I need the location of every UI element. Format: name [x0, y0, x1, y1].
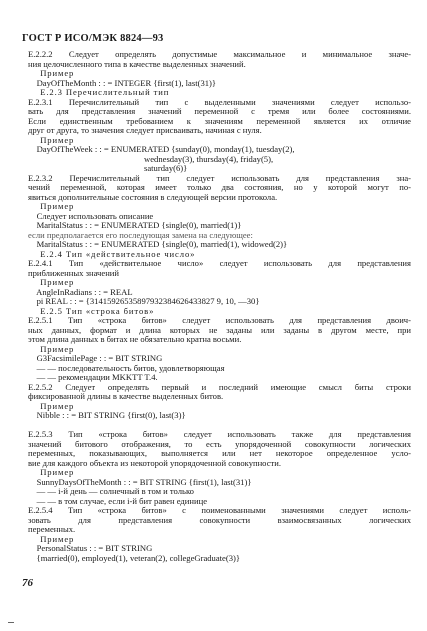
page-header: ГОСТ Р ИСО/МЭК 8824—93 [22, 33, 164, 44]
text-line: Nibble : : = BIT STRING {first(0), last(3)} [28, 411, 186, 420]
text-line: pi REAL : : = {31415926535897932384626433827 9, 10, —30} [28, 297, 260, 306]
text-line: приближенных значений [28, 268, 119, 278]
text-line: переменных. [28, 525, 76, 534]
text-line: — — в том случае, если i-й бит равен единице [28, 496, 208, 506]
text-line: ных данных, формат и длина которых не заданы или заданы в другом месте, при [28, 325, 411, 335]
text-line: Если единственным требованием к значениям переменной является их отличие [28, 116, 411, 126]
text-line: E.2.2.2 Следует определять допустимые максимальное и минимальное значе- [28, 50, 411, 59]
text-line: saturday(6)} [28, 164, 188, 173]
text-line: E.2.4.1 Тип «действительное число» следует использовать для представления [28, 259, 411, 268]
text-line: Пример [28, 468, 75, 477]
text-line: {married(0), employed(1), veteran(2), collegeGraduate(3)} [28, 553, 241, 563]
text-line: MaritalStatus : : = ENUMERATED {single(0), married(1), widowed(2)} [28, 240, 288, 249]
text-line: вие для каждого объекта из некоторой упорядоченной совокупности. [28, 458, 282, 468]
text-line: Пример [28, 278, 75, 287]
text-line: — — рекомендации MKKTT T.4. [28, 373, 158, 382]
text-line: Пример [28, 534, 75, 544]
text-line: этом длина данных в битах не обязательно кратна восьми. [28, 335, 242, 344]
text-line: E.2.3 Перечислительный тип [28, 88, 170, 97]
text-line: Пример [28, 135, 75, 145]
text-line: чений переменной, которая имеет только два состояния, но у которой могут по- [28, 183, 411, 192]
text-line: значений битового отображения, то есть упорядоченной совокупности логических [28, 439, 411, 449]
text-line: если предполагается его последующая замена на следующее: [28, 230, 253, 240]
text-line: E.2.5.4 Тип «строка битов» с поименованными значениями следует исполь- [28, 506, 411, 515]
text-line: вать для представления значений переменной с тремя или более состояниями. [28, 107, 411, 116]
text-line: G3FacsimilePage : : = BIT STRING [28, 354, 163, 363]
text-line: — — i-й день — солнечный в том и только [28, 487, 194, 496]
text-line: Пример [28, 401, 75, 411]
text-line: E.2.3.2 Перечислительный тип следует использовать для представления зна- [28, 173, 411, 183]
text-line: Пример [28, 69, 75, 78]
text-line: DayOfTheWeek : : = ENUMERATED {sunday(0), monday(1), tuesday(2), [28, 145, 295, 154]
text-line: E.2.3.1 Перечислительный тип с выделенными значениями следует использо- [28, 97, 411, 107]
text-line: MaritalStatus : : = ENUMERATED {single(0), married(1)} [28, 221, 242, 230]
text-line [28, 421, 411, 431]
text-line: фиксированной длины в качестве выделенных битов. [28, 392, 224, 401]
text-line: E.2.5.3 Тип «строка битов» следует использовать также для представления [28, 430, 411, 439]
text-line: wednesday(3), thursday(4), friday(5), [28, 154, 274, 164]
text-line: Следует использовать описание [28, 211, 154, 221]
text-line: E.2.4 Тип «действительное число» [28, 249, 196, 259]
text-line: E.2.5.1 Тип «строка битов» следует использовать для представления двоич- [28, 316, 411, 325]
text-line: явиться дополнительные состояния в следующей версии протокола. [28, 192, 278, 202]
text-line: — — последовательность битов, удовлетворяющая [28, 363, 225, 373]
page-body [28, 50, 411, 563]
text-line: Пример [28, 202, 75, 211]
text-line: SunnyDaysOfTheMonth : : = BIT STRING {first(1), last(31)} [28, 477, 252, 487]
page-number: 76 [22, 577, 33, 589]
text-line: AngleInRadians : : = REAL [28, 287, 133, 297]
text-line: E.2.5 Тип «строка битов» [28, 306, 155, 316]
text-line: Пример [28, 344, 75, 354]
text-line: ния целочисленного типа в качестве выделенных значений. [28, 59, 246, 69]
text-line: переменных, показывающих, выполняется или нет некоторое определенное усло- [28, 449, 411, 458]
text-line: E.2.5.2 Следует определять первый и последний имеющие смысл биты строки [28, 382, 411, 392]
text-line: DayOfTheMonth : : = INTEGER {first(1), last(31)} [28, 78, 217, 88]
margin-mark [8, 622, 14, 623]
text-line: PersonalStatus : : = BIT STRING [28, 544, 153, 553]
text-line: друг от друга, то значения следует присваивать, начиная с нуля. [28, 126, 262, 135]
text-line: зовать для представления совокупности взаимосвязанных логических [28, 515, 411, 525]
